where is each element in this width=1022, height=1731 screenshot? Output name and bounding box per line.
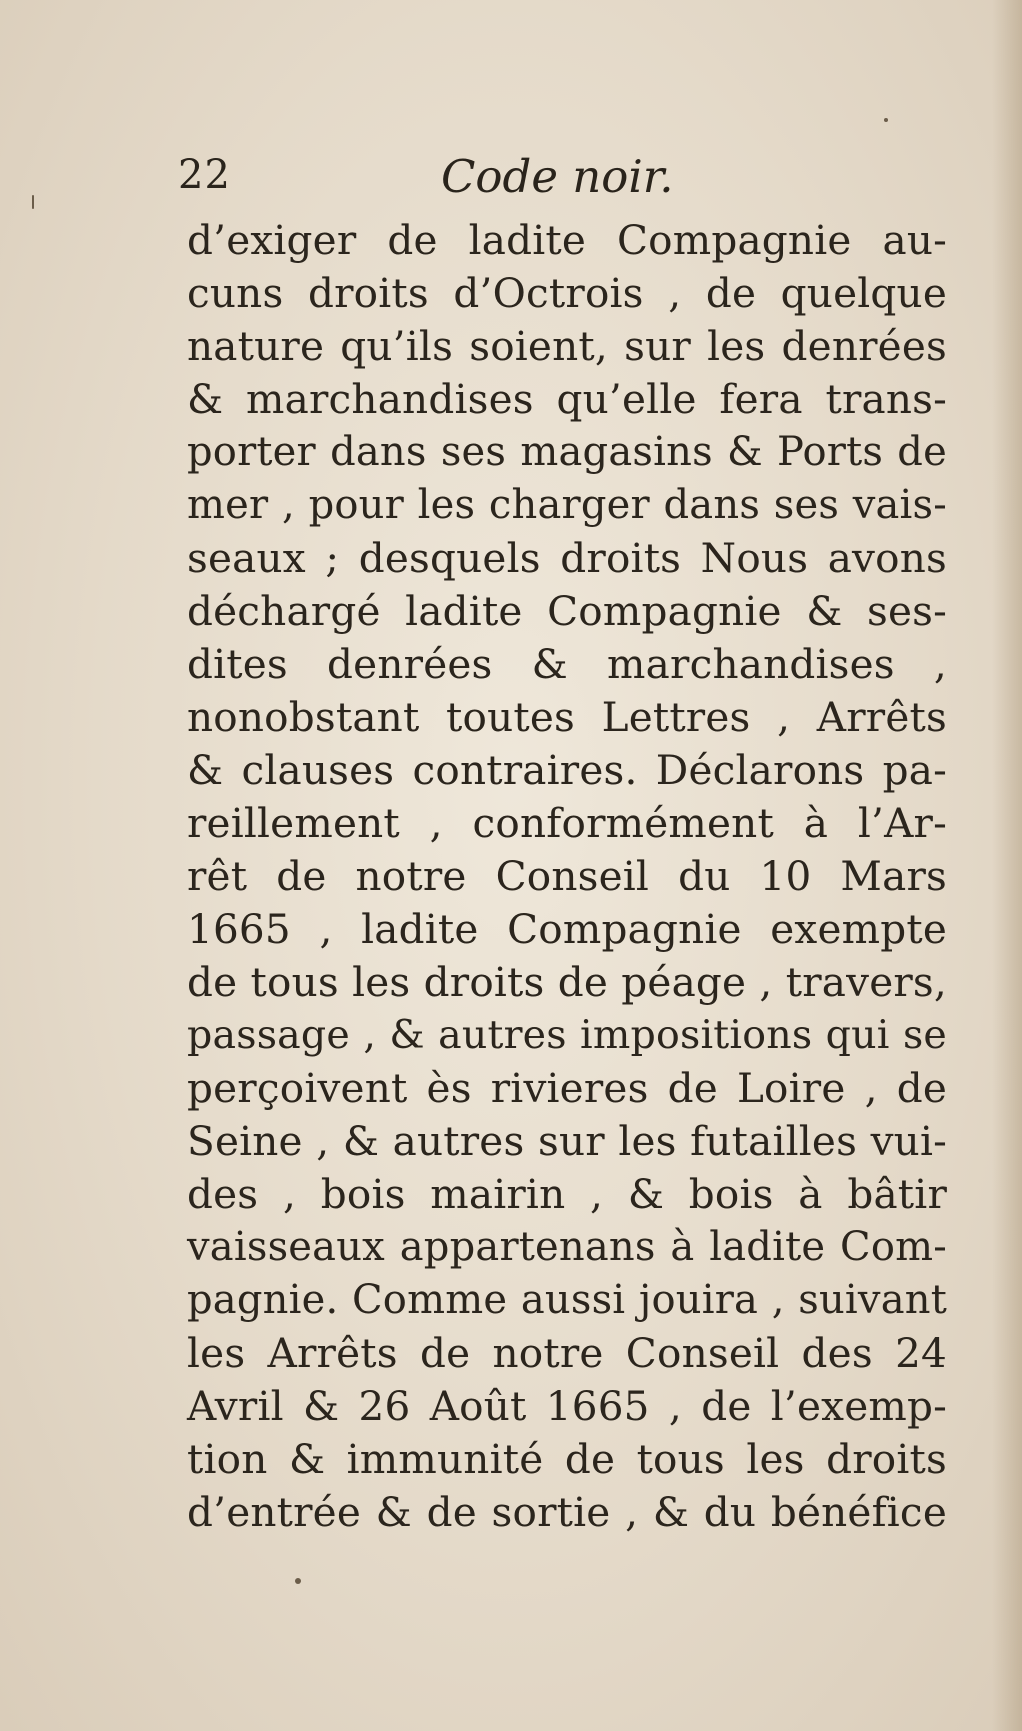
text-line: nature qu’ils soient, sur les denrées: [187, 322, 947, 370]
text-line: pagnie. Comme aussi jouira , suivant: [187, 1277, 947, 1323]
text-line: Seine , & autres sur les futailles vui-: [187, 1117, 947, 1165]
paper-speck: [884, 118, 888, 122]
text-line: mer , pour les charger dans ses vais-: [187, 482, 947, 528]
text-line: tion & immunité de tous les droits: [187, 1435, 947, 1483]
text-line: déchargé ladite Compagnie & ses-: [187, 587, 947, 635]
paper-speck: [295, 1578, 301, 1584]
text-line: nonobstant toutes Lettres , Arrêts: [187, 693, 947, 741]
text-line: perçoivent ès rivieres de Loire , de: [187, 1064, 947, 1112]
text-line: de tous les droits de péage , travers,: [187, 958, 947, 1006]
text-line: seaux ; desquels droits Nous avons: [187, 534, 947, 582]
running-title: Code noir.: [441, 150, 674, 203]
page-edge-shadow: [992, 0, 1022, 1731]
paper-speck: [32, 195, 34, 209]
page-number: 22: [178, 152, 231, 198]
page-header: [178, 150, 948, 210]
text-line: des , bois mairin , & bois à bâtir: [187, 1170, 947, 1218]
text-line: reillement , conformément à l’Ar-: [187, 799, 947, 847]
text-line: porter dans ses magasins & Ports de: [187, 429, 947, 475]
text-line: Avril & 26 Août 1665 , de l’exemp-: [187, 1382, 947, 1430]
text-line: d’exiger de ladite Compagnie au-: [187, 216, 947, 264]
text-line: dites denrées & marchandises ,: [187, 640, 947, 688]
text-line: d’entrée & de sortie , & du bénéfice: [187, 1488, 947, 1536]
text-line: 1665 , ladite Compagnie exempte: [187, 905, 947, 953]
text-line: cuns droits d’Octrois , de quelque: [187, 269, 947, 317]
text-line: vaisseaux appartenans à ladite Com-: [187, 1224, 947, 1270]
text-line: passage , & autres impositions qui se: [187, 1012, 947, 1058]
text-line: les Arrêts de notre Conseil des 24: [187, 1329, 947, 1377]
text-line: rêt de notre Conseil du 10 Mars: [187, 852, 947, 900]
text-line: & marchandises qu’elle fera trans-: [187, 375, 947, 423]
body-text: [187, 214, 947, 1539]
text-line: & clauses contraires. Déclarons pa-: [187, 746, 947, 794]
